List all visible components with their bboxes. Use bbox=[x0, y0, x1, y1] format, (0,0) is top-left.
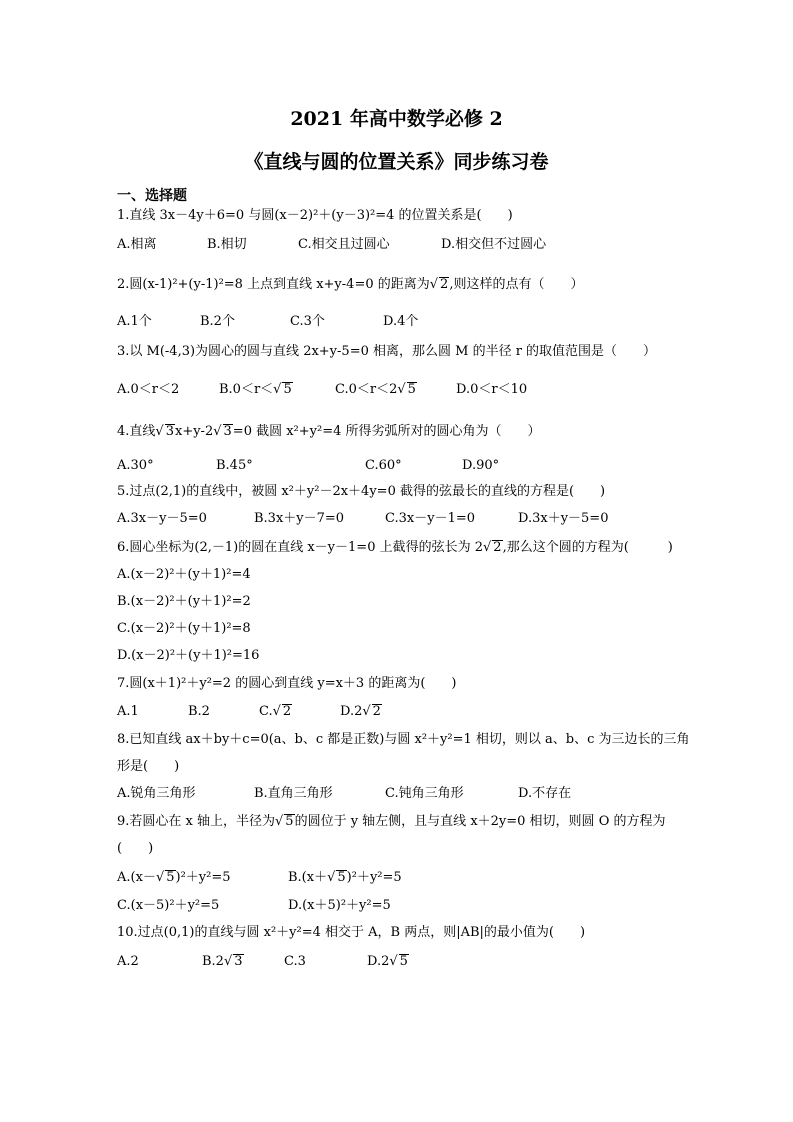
q3-option-c-radicand: 5 bbox=[407, 382, 416, 397]
q7-option-d-pre: D.2 bbox=[340, 704, 363, 719]
q3-option-b bbox=[219, 381, 293, 399]
sqrt-sign-icon: √ bbox=[429, 277, 439, 292]
q5-option-a: A.3x－y－5=0 bbox=[117, 511, 207, 526]
q8-option-c: C.钝角三角形 bbox=[385, 786, 464, 801]
q1-option-b: B.相切 bbox=[207, 237, 247, 252]
q2-option-c: C.3个 bbox=[290, 314, 325, 329]
q7-option-d-radicand: 2 bbox=[372, 704, 381, 719]
q4-option-b: B.45° bbox=[216, 458, 253, 473]
q10-option-b bbox=[202, 953, 244, 971]
q10-option-d-pre: D.2 bbox=[367, 954, 390, 969]
sqrt-sign-icon: √ bbox=[483, 540, 492, 555]
q1-option-d: D.相交但不过圆心 bbox=[441, 237, 547, 252]
q3-option-c bbox=[335, 381, 417, 399]
q6-option-d: D.(x－2)²＋(y＋1)²=16 bbox=[117, 648, 260, 663]
q10-option-c: C.3 bbox=[284, 954, 306, 969]
q4-radicand-2: 3 bbox=[223, 424, 232, 439]
question-2 bbox=[117, 276, 583, 294]
question-10: 10.过点(0,1)的直线与圆 x²＋y²=4 相交于 A，B 两点，则|AB|的最小值为( ) bbox=[117, 925, 586, 940]
q5-option-b: B.3x＋y－7=0 bbox=[254, 511, 345, 526]
q4-text-mid: x+y-2 bbox=[174, 424, 214, 439]
sqrt-sign-icon: √ bbox=[327, 870, 336, 885]
q3-option-b-pre: B.0＜r＜ bbox=[219, 382, 274, 397]
q7-option-c bbox=[259, 703, 292, 721]
question-1: 1.直线 3x－4y＋6=0 与圆(x－2)²＋(y－3)²=4 的位置关系是( ) bbox=[117, 208, 513, 223]
q9-radicand: 5 bbox=[285, 814, 294, 829]
sqrt-sign-icon: √ bbox=[223, 954, 233, 969]
q7-option-d bbox=[340, 703, 382, 721]
q6-option-c: C.(x－2)²＋(y＋1)²=8 bbox=[117, 621, 251, 636]
question-6 bbox=[117, 539, 673, 557]
q7-option-c-radicand: 2 bbox=[282, 704, 292, 719]
q2-text-pre: 2.圆(x-1)²+(y-1)²=8 上点到直线 x+y-4=0 的距离为 bbox=[117, 277, 430, 292]
question-8-line-2: 形是( ) bbox=[117, 759, 180, 774]
q9-option-b-pre: B.(x＋ bbox=[288, 870, 328, 885]
q9-option-a-pre: A.(x－ bbox=[117, 870, 156, 885]
q5-option-c: C.3x－y－1=0 bbox=[385, 511, 475, 526]
sqrt-sign-icon: √ bbox=[155, 424, 164, 439]
q4-option-d: D.90° bbox=[462, 458, 500, 473]
question-4 bbox=[117, 423, 541, 441]
q9-text-post: 的圆位于 y 轴左侧，且与直线 x＋2y=0 相切，则圆 O 的方程为 bbox=[294, 814, 666, 829]
q9-option-b-post: )²＋y²=5 bbox=[346, 870, 402, 885]
q9-option-c: C.(x－5)²＋y²=5 bbox=[117, 898, 220, 913]
q9-option-b bbox=[288, 869, 402, 887]
q7-option-a: A.1 bbox=[117, 704, 139, 719]
doc-title-line2: 《直线与圆的位置关系》同步练习卷 bbox=[244, 151, 549, 173]
q10-option-b-pre: B.2 bbox=[202, 954, 224, 969]
q10-option-b-radicand: 3 bbox=[234, 954, 243, 969]
q3-option-c-pre: C.0＜r＜2 bbox=[335, 382, 398, 397]
q6-text-post: ,那么这个圆的方程为( ) bbox=[502, 540, 673, 555]
sqrt-sign-icon: √ bbox=[213, 424, 222, 439]
q8-option-d: D.不存在 bbox=[518, 786, 572, 801]
question-9 bbox=[117, 813, 666, 831]
q2-option-d: D.4个 bbox=[383, 314, 419, 329]
q9-option-a bbox=[117, 869, 231, 887]
q1-option-a: A.相离 bbox=[117, 237, 157, 252]
q8-option-b: B.直角三角形 bbox=[254, 786, 333, 801]
q9-option-a-post: )²＋y²=5 bbox=[175, 870, 231, 885]
q3-option-a: A.0＜r＜2 bbox=[117, 382, 180, 397]
q4-text-post: =0 截圆 x²+y²=4 所得劣弧所对的圆心角为（ ） bbox=[232, 424, 541, 439]
q1-option-c: C.相交且过圆心 bbox=[298, 237, 390, 252]
q4-option-a: A.30° bbox=[117, 458, 154, 473]
sqrt-sign-icon: √ bbox=[362, 704, 371, 719]
q9-option-d: D.(x＋5)²＋y²=5 bbox=[288, 898, 391, 913]
q3-option-b-radicand: 5 bbox=[283, 382, 292, 397]
q6-option-a: A.(x－2)²＋(y＋1)²=4 bbox=[117, 567, 251, 582]
q6-option-b: B.(x－2)²＋(y＋1)²=2 bbox=[117, 594, 251, 609]
section-heading: 一、选择题 bbox=[117, 188, 187, 204]
question-3: 3.以 M(-4,3)为圆心的圆与直线 2x+y-5=0 相离，那么圆 M 的半径 r 的取值范围是（ ） bbox=[117, 344, 657, 359]
q2-radicand: 2 bbox=[440, 277, 449, 292]
q7-option-b: B.2 bbox=[188, 704, 210, 719]
q8-option-a: A.锐角三角形 bbox=[117, 786, 196, 801]
q9-option-a-radicand: 5 bbox=[166, 870, 175, 885]
q6-text-pre: 6.圆心坐标为(2,－1)的圆在直线 x－y－1=0 上截得的弦长为 2 bbox=[117, 540, 483, 555]
q10-option-a: A.2 bbox=[117, 954, 139, 969]
sqrt-sign-icon: √ bbox=[273, 382, 282, 397]
question-9-line-2: ( ) bbox=[117, 841, 154, 856]
q9-text-pre: 9.若圆心在 x 轴上，半径为 bbox=[117, 814, 275, 829]
question-8-line-1: 8.已知直线 ax＋by＋c=0(a、b、c 都是正数)与圆 x²＋y²=1 相切，则以 a、b、c 为三边长的三角 bbox=[117, 732, 690, 747]
question-7: 7.圆(x＋1)²＋y²=2 的圆心到直线 y=x＋3 的距离为( ) bbox=[117, 676, 457, 691]
q2-option-a: A.1个 bbox=[117, 314, 152, 329]
sqrt-sign-icon: √ bbox=[272, 704, 281, 719]
q7-option-c-pre: C. bbox=[259, 704, 273, 719]
sqrt-sign-icon: √ bbox=[275, 814, 284, 829]
q2-text-post: ,则这样的点有（ ） bbox=[449, 277, 584, 292]
doc-title-line1: 2021 年高中数学必修 2 bbox=[290, 108, 503, 130]
sqrt-sign-icon: √ bbox=[397, 382, 406, 397]
q4-radicand-1: 3 bbox=[165, 424, 174, 439]
q9-option-b-radicand: 5 bbox=[337, 870, 346, 885]
q2-option-b: B.2个 bbox=[200, 314, 235, 329]
q10-option-d bbox=[367, 953, 409, 971]
question-5: 5.过点(2,1)的直线中，被圆 x²＋y²－2x＋4y=0 截得的弦最长的直线的方程是( ) bbox=[117, 484, 606, 499]
q5-option-d: D.3x＋y－5=0 bbox=[518, 511, 609, 526]
q10-option-d-radicand: 5 bbox=[399, 954, 408, 969]
q3-option-d: D.0＜r＜10 bbox=[456, 382, 528, 397]
q6-radicand: 2 bbox=[493, 540, 502, 555]
q4-text-pre: 4.直线 bbox=[117, 424, 156, 439]
sqrt-sign-icon: √ bbox=[389, 954, 398, 969]
q4-option-c: C.60° bbox=[365, 458, 402, 473]
sqrt-sign-icon: √ bbox=[155, 870, 165, 885]
